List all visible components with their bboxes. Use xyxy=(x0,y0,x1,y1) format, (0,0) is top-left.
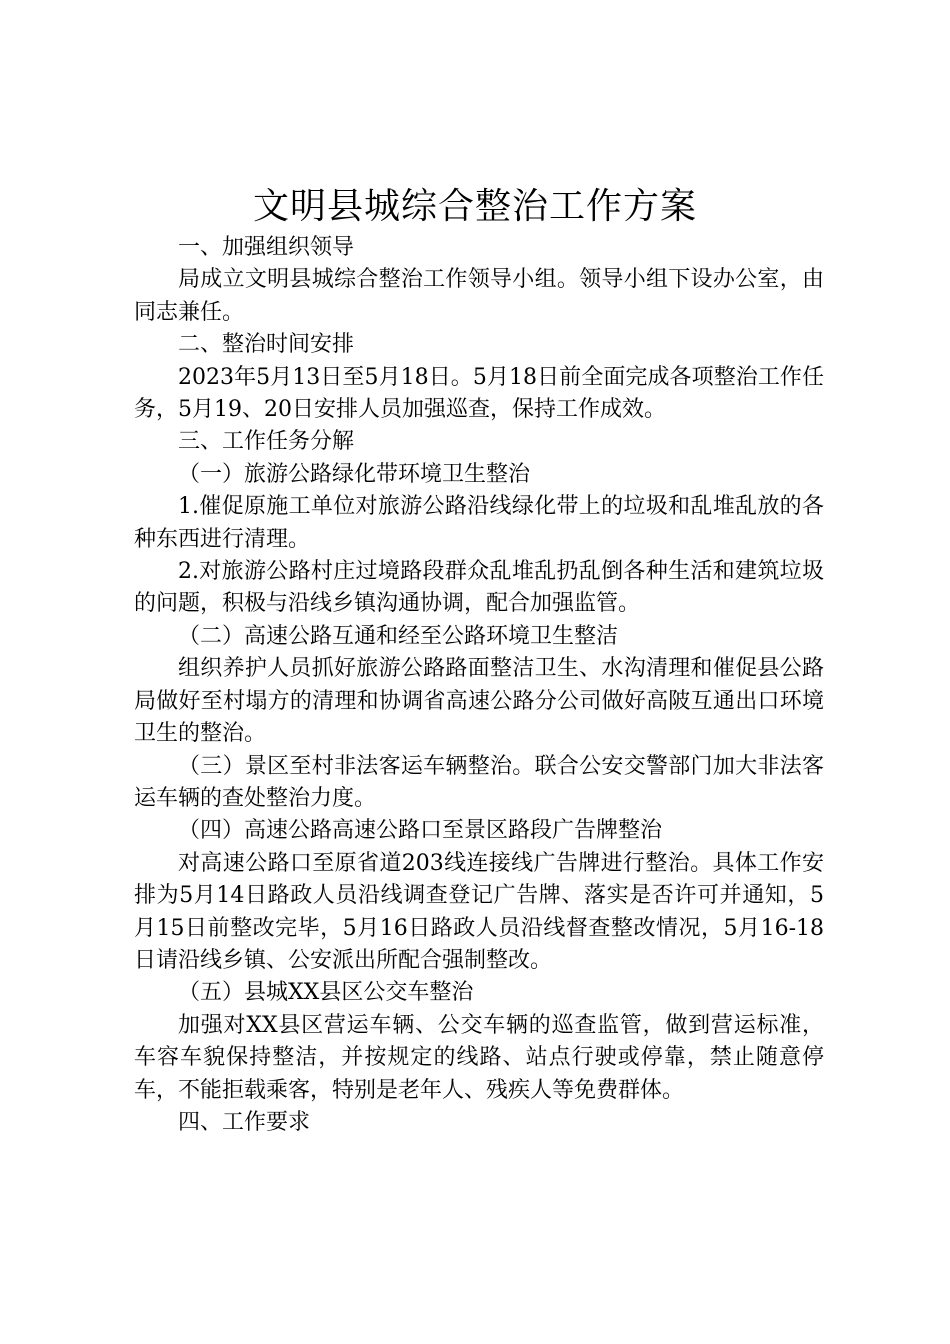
subsection-heading: （二）高速公路互通和经至公路环境卫生整洁 xyxy=(178,623,619,649)
paragraph: 加强对XX县区营运车辆、公交车辆的巡查监管，做到营运标准，车容车貌保持整洁，并按规定的线路、站点行驶或停靠，禁止随意停车，不能拒载乘客，特别是老年人、残疾人等免费群体。 xyxy=(134,1012,824,1103)
paragraph: 1.催促原施工单位对旅游公路沿线绿化带上的垃圾和乱堆乱放的各种东西进行清理。 xyxy=(134,494,824,552)
subsection-heading: （一）旅游公路绿化带环境卫生整治 xyxy=(178,461,531,487)
section-heading-3: 三、工作任务分解 xyxy=(178,429,355,455)
section-heading-4: 四、工作要求 xyxy=(178,1109,311,1135)
paragraph: 组织养护人员抓好旅游公路路面整洁卫生、水沟清理和催促县公路局做好至村塌方的清理和协调省高速公路分公司做好高陂互通出口环境卫生的整治。 xyxy=(134,656,824,747)
paragraph: 局成立文明县城综合整治工作领导小组。领导小组下设办公室，由同志兼任。 xyxy=(134,267,824,325)
subsection-heading: （四）高速公路高速公路口至景区路段广告牌整治 xyxy=(178,818,663,844)
paragraph: 2023年5月13日至5月18日。5月18日前全面完成各项整治工作任务，5月19、20日安排人员加强巡查，保持工作成效。 xyxy=(134,364,824,423)
document-title: 文明县城综合整治工作方案 xyxy=(252,186,697,227)
subsection-heading: （五）县城XX县区公交车整治 xyxy=(178,980,474,1006)
paragraph: （三）景区至村非法客运车辆整治。联合公安交警部门加大非法客运车辆的查处整治力度。 xyxy=(134,753,824,811)
section-heading-2: 二、整治时间安排 xyxy=(178,332,355,358)
section-heading-1: 一、加强组织领导 xyxy=(178,235,355,260)
paragraph: 2.对旅游公路村庄过境路段群众乱堆乱扔乱倒各种生活和建筑垃圾的问题，积极与沿线乡镇沟通协调，配合加强监管。 xyxy=(134,559,824,617)
document-body xyxy=(134,232,824,1139)
paragraph: 对高速公路口至原省道203线连接线广告牌进行整治。具体工作安排为5月14日路政人员沿线调查登记广告牌、落实是否许可并通知，5月15日前整改完毕，5月16日路政人员沿线督查整改情况，5月16-18日请沿线乡镇、公安派出所配合强制整改。 xyxy=(134,850,824,973)
